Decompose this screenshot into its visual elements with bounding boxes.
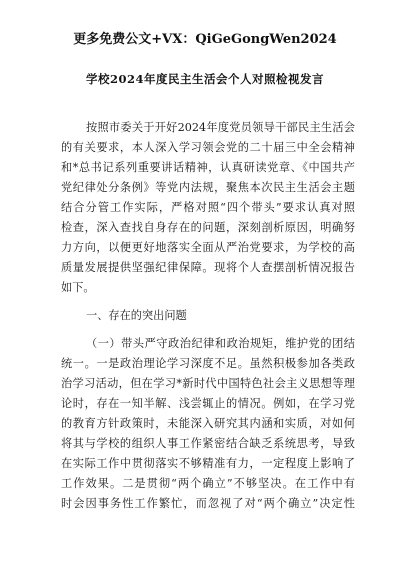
paragraph-line: 质量发展提供坚强纪律保障。现将个人查摆剖析情况报告	[61, 261, 355, 274]
paragraph-line: 工作效果。二是贯彻“两个确立”不够坚决。在工作中有	[61, 477, 355, 490]
paragraph-line: 时会因事务性工作繁忙，而忽视了对“两个确立”决定性	[61, 497, 355, 510]
paragraph-line: （一）带头严守政治纪律和政治规矩，维护党的团结	[86, 337, 355, 350]
paragraph-line: 统一。一是政治理论学习深度不足。虽然积极参加各类政	[61, 357, 355, 370]
paragraph-line: 将其与学校的组织人事工作紧密结合缺乏系统思考，导致	[61, 437, 355, 450]
paragraph-line: 按照市委关于开好2024年度党员领导干部民主生活会	[86, 121, 355, 134]
paragraph-line: 的有关要求，本人深入学习领会党的二十届三中全会精神	[61, 141, 355, 154]
paragraph-line: 治学习活动，但在学习*新时代中国特色社会主义思想等理	[61, 377, 355, 390]
paragraph-line: 党纪律处分条例》等党内法规，聚焦本次民主生活会主题	[61, 181, 355, 194]
watermark-header: 更多免费公文+VX：QiGeGongWen2024	[73, 32, 337, 47]
paragraph-line: 如下。	[61, 281, 95, 294]
section-heading: 一、存在的突出问题	[86, 309, 187, 322]
paragraph-line: 和*总书记系列重要讲话精神，认真研读党章、《中国共产	[61, 161, 355, 174]
paragraph-line: 检查，深入查找自身存在的问题，深刻剖析原因，明确努	[61, 221, 355, 234]
paragraph-line: 力方向，以便更好地落实全面从严治党要求，为学校的高	[61, 241, 355, 254]
paragraph-line: 在实际工作中贯彻落实不够精准有力，一定程度上影响了	[61, 457, 355, 470]
paragraph-line: 的教育方针政策时，未能深入研究其内涵和实质，对如何	[61, 417, 355, 430]
paragraph-line: 论时，存在一知半解、浅尝辄止的情况。例如，在学习党	[61, 397, 355, 410]
document-title: 学校2024年度民主生活会个人对照检视发言	[85, 72, 324, 86]
paragraph-line: 结合分管工作实际，严格对照“四个带头”要求认真对照	[61, 201, 355, 214]
